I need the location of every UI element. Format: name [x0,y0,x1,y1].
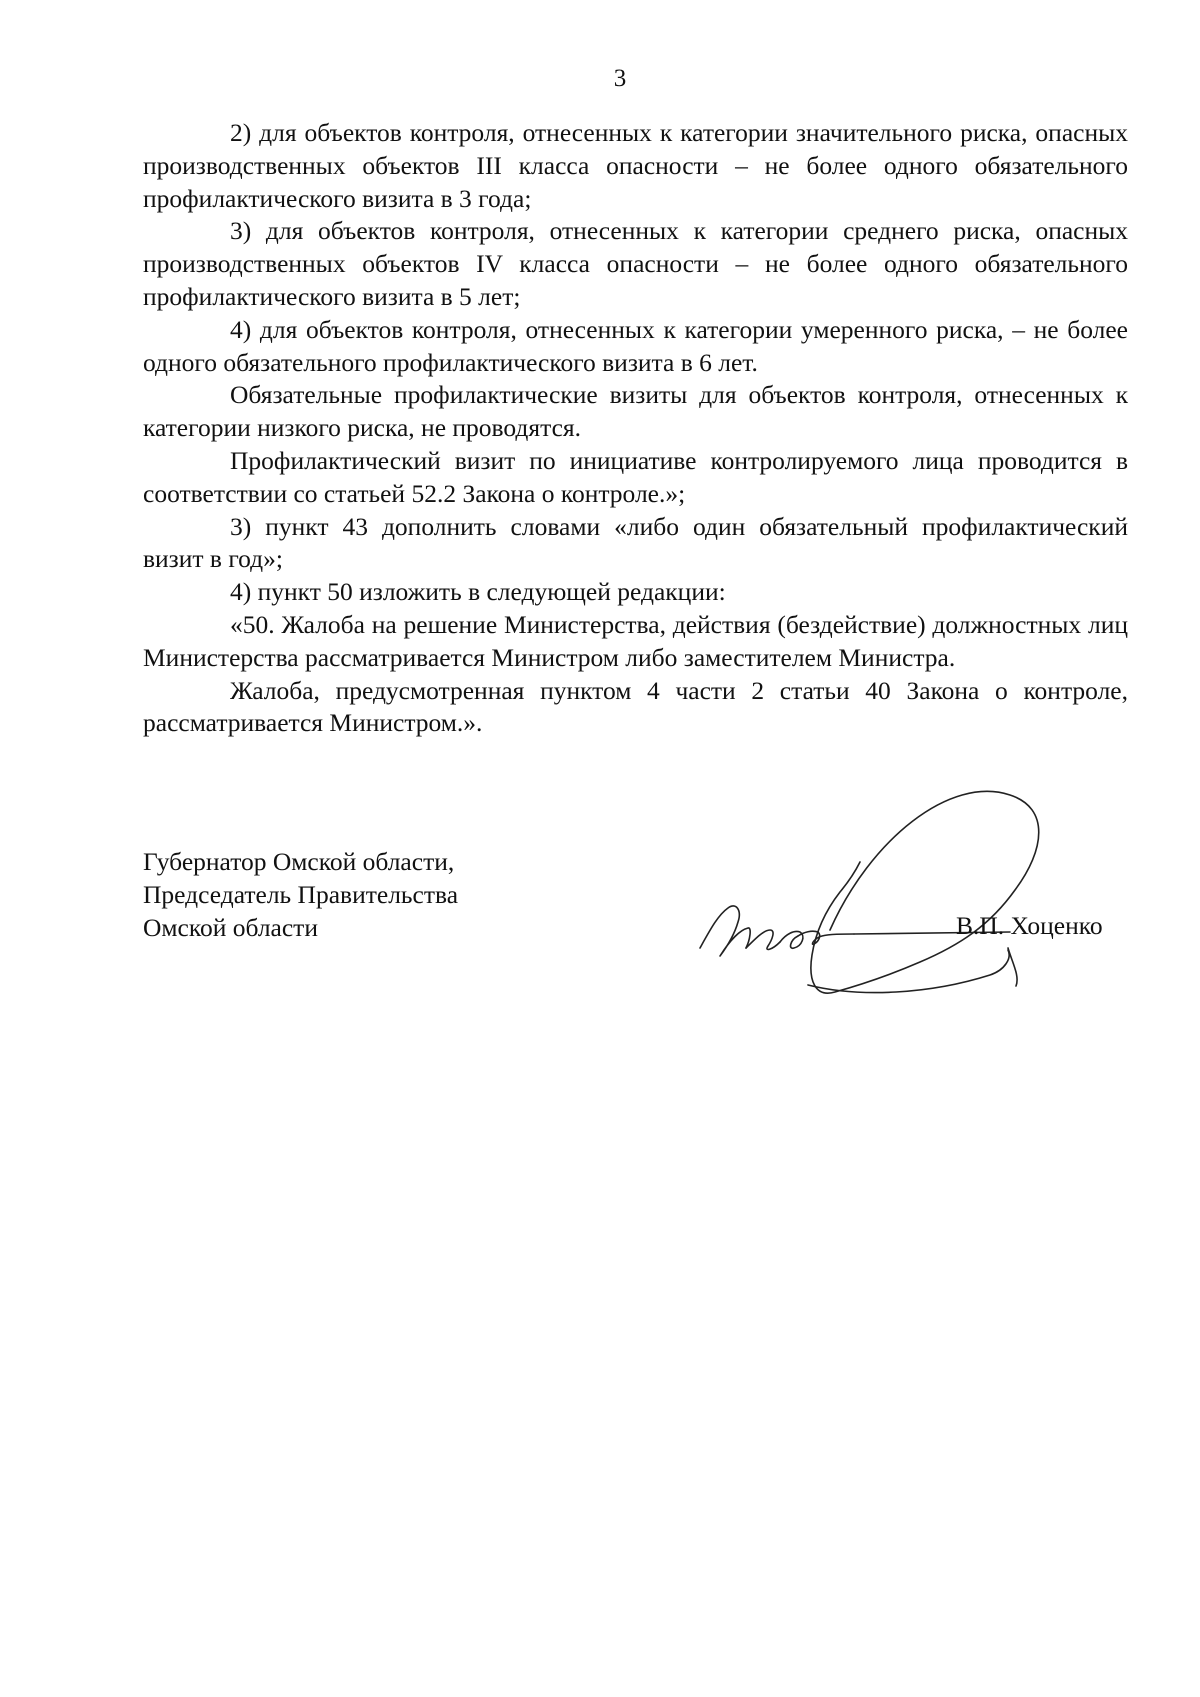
paragraph-point-50-text: «50. Жалоба на решение Министерства, действия (бездействие) должностных лиц Министерства рассматривается Министром либо заместителем Министра. [143,609,1128,672]
paragraph-item-2: 2) для объектов контроля, отнесенных к категории значительного риска, опасных производственных объектов III класса опасности – не более одного обязательного профилактического визита в 3 года; [143,118,1128,213]
signatory-title-line: Омской области [143,912,318,942]
paragraph-point-43: 3) пункт 43 дополнить словами «либо один обязательный профилактический визит в год»; [143,511,1128,574]
signer-name: В.П. Хоценко [956,911,1103,940]
paragraph-initiative-visit: Профилактический визит по инициативе контролируемого лица проводится в соответствии со статьей 52.2 Закона о контроле.»; [143,445,1128,508]
paragraph-point-50-intro: 4) пункт 50 изложить в следующей редакции: [230,577,726,607]
signatory-title-line: Губернатор Омской области, [143,847,455,876]
paragraph-complaint: Жалоба, предусмотренная пунктом 4 части 2 статьи 40 Закона о контроле, рассматривается Министром.». [143,675,1128,738]
signatory-title [143,846,458,944]
page-number: 3 [613,65,627,92]
paragraph-low-risk: Обязательные профилактические визиты для объектов контроля, отнесенных к категории низкого риска, не проводятся. [143,380,1128,443]
signatory-title-line: Председатель Правительства [143,879,459,909]
handwritten-signature [690,780,1140,1010]
paragraph-item-4: 4) для объектов контроля, отнесенных к категории умеренного риска, – не более одного обязательного профилактического визита в 6 лет. [143,314,1128,377]
paragraph-item-3: 3) для объектов контроля, отнесенных к категории среднего риска, опасных производственных объектов IV класса опасности – не более одного обязательного профилактического визита в 5 лет; [143,216,1128,311]
document-body [143,117,1128,740]
